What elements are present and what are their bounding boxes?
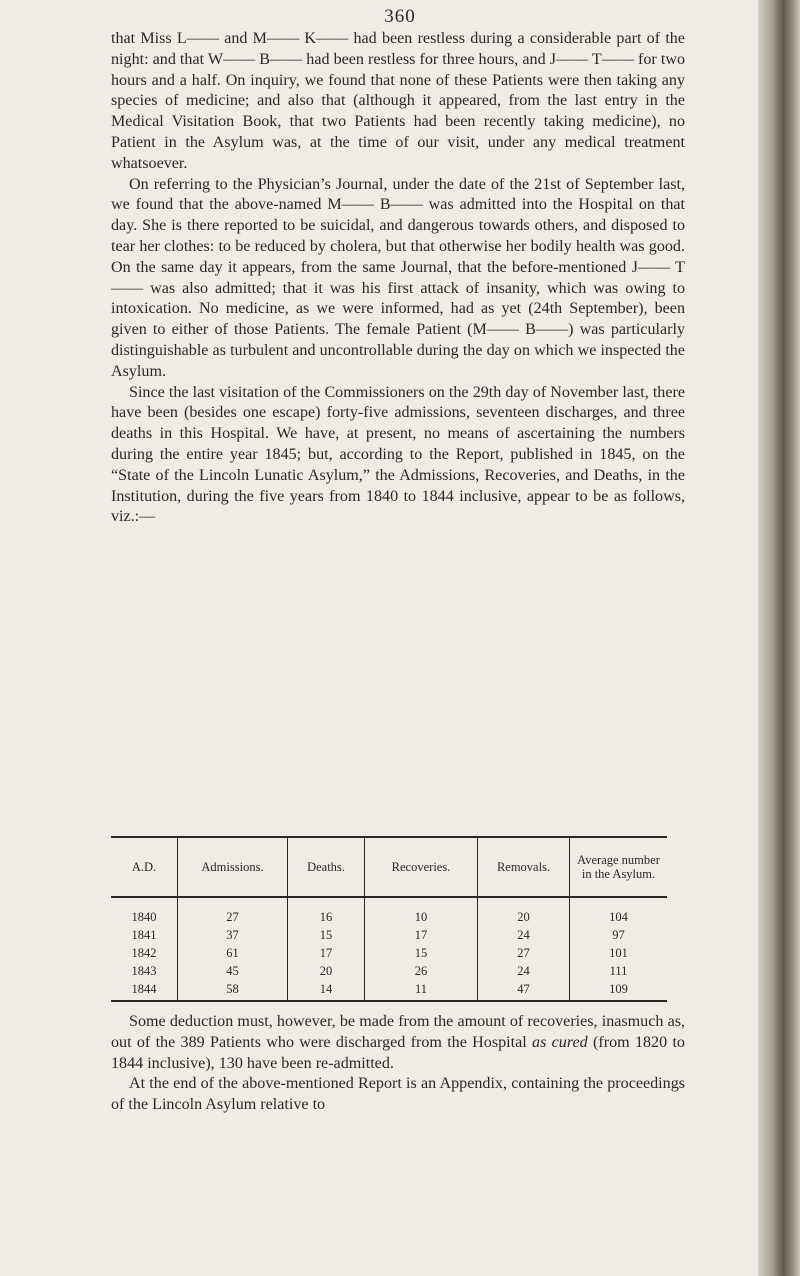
cell-year: 1842 (131, 945, 157, 960)
cell-admissions: 45 (178, 962, 288, 980)
cell-average: 101 (570, 944, 668, 962)
header-recoveries: Recoveries. (365, 837, 478, 897)
cell-year: 1844 (111, 980, 178, 1001)
statistics-table (111, 836, 667, 1002)
cell-recoveries: 10 (365, 897, 478, 926)
cell-deaths: 17 (288, 944, 365, 962)
cell-average: 111 (570, 962, 668, 980)
table-header-row (111, 837, 667, 897)
paragraph-4-part-2: (from 1820 to 1844 inclusive), 130 have been re-admitted. (111, 1033, 685, 1072)
body-text-continued (111, 1012, 685, 1116)
cell-average: 97 (570, 926, 668, 944)
cell-recoveries: 11 (365, 980, 478, 1001)
body-text (111, 29, 685, 528)
cell-admissions: 27 (178, 897, 288, 926)
table-row (111, 944, 667, 962)
paragraph-3: Since the last visitation of the Commissioners on the 29th day of November last, there have been (besides one escape) forty-five admissions, seventeen discharges, and three deaths in this Hospital. We have, at present, no means of ascertaining the numbers during the entire year 1845; but, according to the Report, published in 1845, on the “State of the Lincoln Lunatic Asylum,” the Admissions, Recoveries, and Deaths, in the Institution, during the five years from 1840 to 1844 inclusive, appear to be as follows, viz.:— (111, 383, 685, 526)
cell-recoveries: 26 (365, 962, 478, 980)
paragraph-5: At the end of the above-mentioned Report is an Appendix, containing the proceedings of the Lincoln Asylum relative to (111, 1075, 685, 1114)
header-year: A.D. (111, 837, 178, 897)
cell-year: 1840 (131, 909, 157, 924)
cell-year: 1841 (131, 927, 157, 942)
cell-admissions: 58 (178, 980, 288, 1001)
cell-removals: 24 (478, 962, 570, 980)
cell-removals: 24 (478, 926, 570, 944)
page-edge-shadow (758, 0, 800, 1276)
page-number: 360 (384, 6, 416, 27)
cell-deaths: 16 (288, 897, 365, 926)
cell-admissions: 37 (178, 926, 288, 944)
header-removals: Removals. (478, 837, 570, 897)
table-row (111, 897, 667, 926)
paragraph-4-part-1: Some deduction must, however, be made from the amount of recoveries, inasmuch as, out of the 389 Patients who were discharged from the Hospital (111, 1013, 685, 1051)
cell-admissions: 61 (178, 944, 288, 962)
header-admissions: Admissions. (178, 837, 288, 897)
cell-deaths: 15 (288, 926, 365, 944)
paragraph-1: that Miss L—— and M—— K—— had been restless during a considerable part of the night: and that W—— B—— had been restless for three hours, and J—— T—— for two hours and a half. On inquiry, we found that none of these Patients were then taking any species of medicine; and also that (although it appeared, from the last entry in the Medical Visitation Book, that two Patients had been recently taking medicine), no Patient in the Asylum was, at the time of our visit, under any medical treatment whatsoever. (111, 30, 685, 172)
cell-recoveries: 17 (365, 926, 478, 944)
cell-removals: 47 (478, 980, 570, 1001)
cell-year: 1843 (131, 963, 157, 978)
cell-removals: 20 (478, 897, 570, 926)
header-deaths: Deaths. (288, 837, 365, 897)
cell-average: 109 (570, 980, 668, 1001)
cell-removals: 27 (478, 944, 570, 962)
cell-deaths: 20 (288, 962, 365, 980)
cell-average: 104 (570, 897, 668, 926)
paragraph-2: On referring to the Physician’s Journal, under the date of the 21st of September last, we found that the above-named M—— B—— was admitted into the Hospital on that day. She is there reported to be suicidal, and dangerous towards others, and disposed to tear her clothes: to be reduced by cholera, but that otherwise her bodily health was good. On the same day it appears, from the same Journal, that the before-mentioned J—— T—— was also admitted; that it was his first attack of insanity, which was owing to intoxication. No medicine, as we were informed, had as yet (24th September), been given to either of those Patients. The female Patient (M—— B——) was particularly distinguishable as turbulent and uncontrollable during the day on which we inspected the Asylum. (111, 175, 685, 380)
header-average: Average number in the Asylum. (570, 837, 668, 897)
italic-as-cured: as cured (532, 1033, 588, 1051)
cell-deaths: 14 (288, 980, 365, 1001)
table-row (111, 926, 667, 944)
table-row (111, 980, 667, 1001)
paragraph-4 (111, 1012, 685, 1074)
cell-recoveries: 15 (365, 944, 478, 962)
table-row (111, 962, 667, 980)
